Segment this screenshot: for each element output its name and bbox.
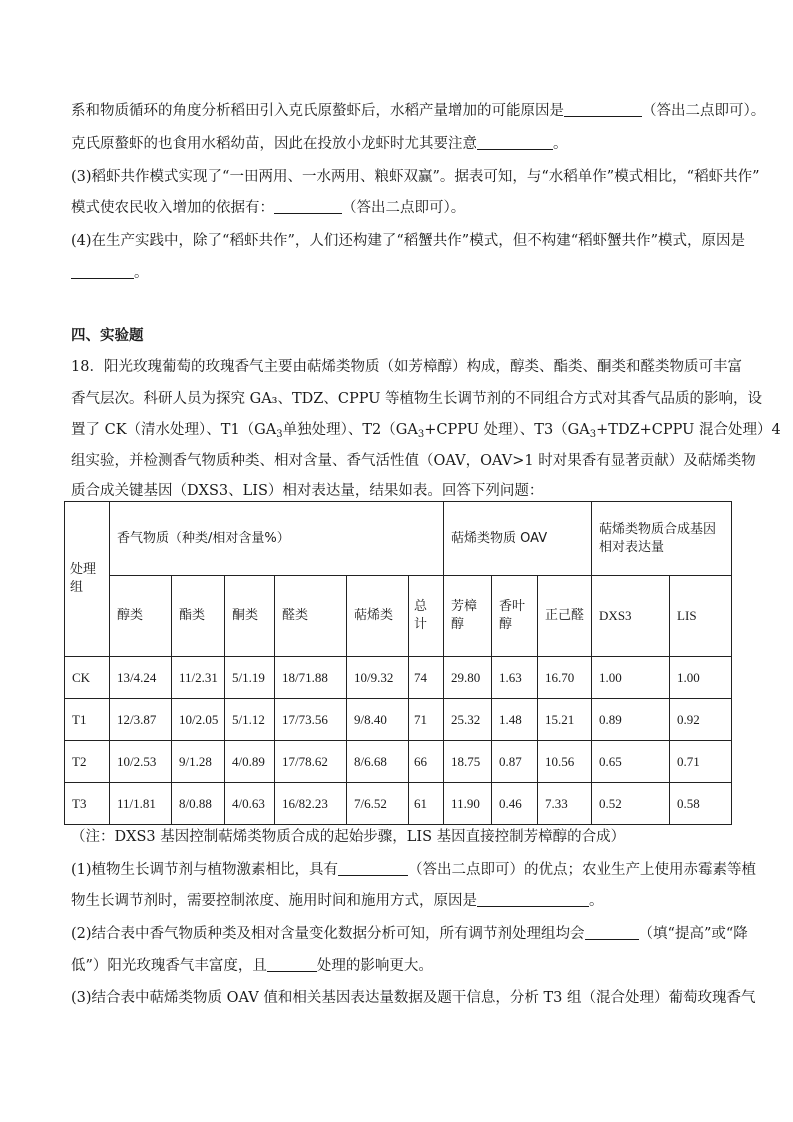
table-cell: 10/2.53 [110, 741, 172, 783]
question-text: 置了 CK（清水处理）、$T1(GA_3$单独处理）、$T2(GA_3+CPPU$ 处理）、$T3(GA_3+TDZ+CPPU$ 混合处理）4 [71, 422, 781, 440]
table-cell: 17/78.62 [275, 741, 347, 783]
answer-blank[interactable] [477, 134, 553, 150]
row-group: T2 [65, 741, 110, 783]
table-cell: 7.33 [538, 783, 592, 825]
column-header: 总计 [409, 576, 444, 657]
column-header: 醛类 [275, 576, 347, 657]
table-cell: 5/1.19 [225, 657, 275, 699]
table-note: （注：DXS3 基因控制萜烯类物质合成的起始步骤，LIS 基因直接控制芳樟醇的合成） [71, 829, 626, 845]
answer-blank[interactable] [274, 198, 342, 214]
table-cell: 10/9.32 [347, 657, 409, 699]
answer-blank[interactable] [338, 860, 408, 876]
table-cell: 7/6.52 [347, 783, 409, 825]
table-cell: 5/1.12 [225, 699, 275, 741]
table-cell: 71 [409, 699, 444, 741]
table-cell: 1.48 [492, 699, 538, 741]
table-cell: 16/82.23 [275, 783, 347, 825]
column-header: 酯类 [172, 576, 225, 657]
table-cell: 0.58 [670, 783, 732, 825]
table-cell: 8/6.68 [347, 741, 409, 783]
table-cell: 12/3.87 [110, 699, 172, 741]
answer-blank[interactable] [267, 956, 317, 972]
table-cell: 18.75 [444, 741, 492, 783]
table-cell: 1.00 [670, 657, 732, 699]
table-cell: 29.80 [444, 657, 492, 699]
table-cell: 11.90 [444, 783, 492, 825]
row-group: T1 [65, 699, 110, 741]
answer-blank[interactable] [477, 891, 589, 907]
text-line: (4)在生产实践中，除了“稻虾共作”，人们还构建了“稻蟹共作”模式，但不构建“稻虾蟹共作”模式，原因是 [71, 233, 746, 249]
question-text: 质合成关键基因（DXS3、LIS）相对表达量，结果如表。回答下列问题： [71, 483, 544, 499]
row-group: T3 [65, 783, 110, 825]
question-text: (2)结合表中香气物质种类及相对含量变化数据分析可知，所有调节剂处理组均会 （填“提高”或“降 [71, 926, 748, 942]
table-cell: 10.56 [538, 741, 592, 783]
table-cell: 9/8.40 [347, 699, 409, 741]
table-cell: 8/0.88 [172, 783, 225, 825]
answer-blank[interactable] [71, 263, 134, 279]
table-cell: 0.71 [670, 741, 732, 783]
table-cell: 11/1.81 [110, 783, 172, 825]
table-cell: 13/4.24 [110, 657, 172, 699]
table-row [65, 657, 732, 699]
column-header: 醇类 [110, 576, 172, 657]
table-cell: 0.87 [492, 741, 538, 783]
group-header: 处理组 [65, 502, 110, 657]
answer-blank[interactable] [585, 924, 639, 940]
table-row [65, 783, 732, 825]
table-cell: 74 [409, 657, 444, 699]
table-cell: 18/71.88 [275, 657, 347, 699]
table-cell: 0.52 [592, 783, 670, 825]
question-text: 物生长调节剂时，需要控制浓度、施用时间和施用方式，原因是 。 [71, 893, 604, 909]
table-cell: 4/0.63 [225, 783, 275, 825]
table-cell: 16.70 [538, 657, 592, 699]
table-row [65, 741, 732, 783]
row-group: CK [65, 657, 110, 699]
table-cell: 11/2.31 [172, 657, 225, 699]
text-line: 系和物质循环的角度分析稻田引入克氏原螯虾后，水稻产量增加的可能原因是 （答出二点即可）。 [71, 103, 766, 119]
table-cell: 25.32 [444, 699, 492, 741]
column-header: DXS3 [592, 576, 670, 657]
column-header: 酮类 [225, 576, 275, 657]
table-cell: 0.89 [592, 699, 670, 741]
column-header: 香叶醇 [492, 576, 538, 657]
question-text: (3)结合表中萜烯类物质 OAV 值和相关基因表达量数据及题干信息，分析 T3 组（混合处理）葡萄玫瑰香气 [71, 990, 756, 1006]
table-cell: 10/2.05 [172, 699, 225, 741]
table-row [65, 699, 732, 741]
table-cell: 61 [409, 783, 444, 825]
column-header: 萜烯类 [347, 576, 409, 657]
section-title: 四、实验题 [71, 328, 144, 344]
table-cell: 15.21 [538, 699, 592, 741]
table-cell: 0.65 [592, 741, 670, 783]
table-cell: 1.63 [492, 657, 538, 699]
table-cell: 0.92 [670, 699, 732, 741]
table-cell: 0.46 [492, 783, 538, 825]
text-line: 模式使农民收入增加的依据有： （答出二点即可）。 [71, 200, 466, 216]
column-header: LIS [670, 576, 732, 657]
question-text: (1)植物生长调节剂与植物激素相比，具有 （答出二点即可）的优点；农业生产上使用赤霉素等植 [71, 862, 757, 878]
question-text: 组实验，并检测香气物质种类、相对含量、香气活性值（OAV，OAV>1 时对果香有显著贡献）及萜烯类物 [71, 453, 756, 469]
table-cell: 17/73.56 [275, 699, 347, 741]
question-text: 香气层次。科研人员为探究 GA₃、TDZ、CPPU 等植物生长调节剂的不同组合方式对其香气品质的影响，设 [71, 391, 763, 407]
column-header: 芳樟醇 [444, 576, 492, 657]
oav-header: 萜烯类物质 OAV [444, 502, 592, 576]
text-line: 。 [71, 263, 731, 283]
column-header: 正己醛 [538, 576, 592, 657]
table-cell: 66 [409, 741, 444, 783]
question-text: 18．阳光玫瑰葡萄的玫瑰香气主要由萜烯类物质（如芳樟醇）构成，醇类、酯类、酮类和醛类物质可丰富 [71, 359, 742, 375]
text-line: 克氏原螯虾的也食用水稻幼苗，因此在投放小龙虾时尤其要注意 。 [71, 136, 568, 152]
table-cell: 9/1.28 [172, 741, 225, 783]
table-cell: 4/0.89 [225, 741, 275, 783]
question-text: 低”）阳光玫瑰香气丰富度，且 处理的影响更大。 [71, 958, 433, 974]
answer-blank[interactable] [564, 101, 642, 117]
text-line: (3)稻虾共作模式实现了“一田两用、一水两用、粮虾双赢”。据表可知，与“水稻单作”模式相比，“稻虾共作” [71, 169, 760, 185]
results-table [64, 501, 732, 825]
aroma-header: 香气物质（种类/相对含量%） [110, 502, 444, 576]
table-cell: 1.00 [592, 657, 670, 699]
gene-header: 萜烯类物质合成基因相对表达量 [592, 502, 732, 576]
